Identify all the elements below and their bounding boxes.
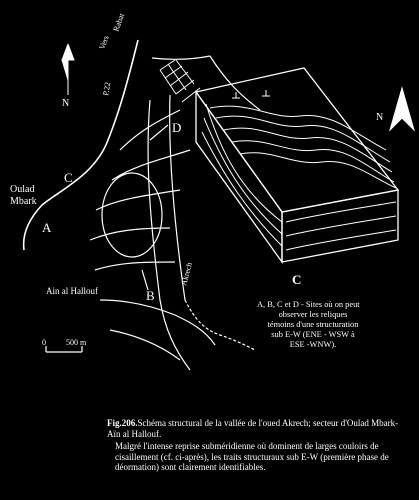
note-line-1: A, B, C et D - Sites où on peut	[257, 300, 360, 309]
label-block-c: C	[292, 272, 302, 287]
label-north-block: N	[376, 112, 384, 123]
figure-caption	[107, 418, 407, 473]
label-north-map: N	[62, 98, 70, 109]
label-site-b: B	[146, 288, 155, 303]
label-ain-al-hallouf: Ain al Hallouf	[46, 286, 98, 296]
block-symbol-right	[262, 90, 270, 96]
structure-line	[96, 190, 180, 210]
oued-akrech	[185, 300, 255, 350]
note-line-3: témoins d'une structuration	[267, 320, 359, 329]
label-oulad: Oulad	[10, 184, 35, 195]
label-scale-zero: 0	[42, 338, 46, 347]
arrow-site-b	[142, 270, 148, 290]
label-site-d: D	[172, 120, 182, 135]
valley-boundary-north	[152, 56, 210, 59]
block-front-face	[282, 190, 398, 262]
structure-line	[112, 150, 190, 180]
structure-line	[120, 110, 180, 150]
note-line-4: sub E-W (ENE - WSW à	[271, 330, 355, 339]
note-line-2: observer les reliques	[278, 310, 348, 319]
hatched-zone	[160, 60, 194, 94]
figure-title: Schéma structural de la vallée de l'oued Akrech; secteur d'Oulad Mbark-Aïn al Hallouf.	[107, 418, 399, 439]
label-rabat: Rabat	[111, 12, 127, 33]
structure-line	[90, 228, 170, 240]
shear-zone	[148, 100, 190, 370]
folded-layers	[202, 104, 396, 250]
label-road: P.22	[101, 81, 113, 97]
road-p22	[24, 40, 138, 250]
structure-line	[95, 262, 175, 270]
north-arrow-block	[390, 88, 414, 130]
sites-note	[257, 300, 369, 350]
label-mbark: Mbark	[10, 196, 37, 207]
structure-line	[100, 300, 215, 345]
figure-body: Malgré l'intense reprise subméridienne où dominent de larges couloirs de cisaillement (cf. ci-après), les traits structuraux sub E-W (première phase de déormation) sont clairement identifiables.	[115, 441, 389, 472]
arrow-site-d	[150, 125, 168, 140]
figure-number: Fig.206.	[107, 418, 138, 428]
note-line-5: ESE -WNW).	[289, 340, 337, 349]
label-site-a: A	[42, 220, 52, 235]
label-akrech: Akrech	[179, 261, 195, 287]
label-site-c-map: C	[64, 170, 73, 185]
label-vers: Vers	[97, 34, 111, 51]
label-scale-distance: 500 m	[66, 338, 87, 347]
block-top	[196, 68, 398, 212]
site-c-ellipse	[102, 173, 162, 257]
